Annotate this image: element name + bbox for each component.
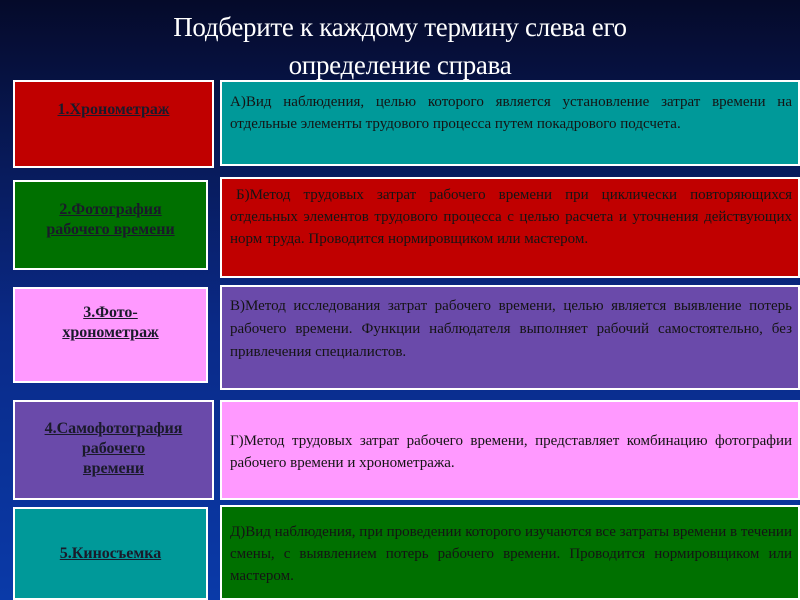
definition-e[interactable] (220, 505, 800, 600)
definition-b[interactable] (220, 177, 800, 278)
term-1-label: 1.Хронометраж (57, 101, 170, 118)
term-2-work-time-photo[interactable] (13, 180, 208, 270)
term-5-filming[interactable] (13, 507, 208, 600)
definition-c[interactable] (220, 285, 800, 390)
title-line-1: Подберите к каждому термину слева его (173, 12, 627, 42)
term-1-chronometrage[interactable] (13, 80, 214, 168)
definition-c-text: В)Метод исследования затрат рабочего времени, целью является выявление потерь рабочего времени. Функции наблюдателя выполняет рабочий самостоятельно, без привлечения специалистов. (230, 298, 792, 360)
term-2-label-line1: 2.Фотография (59, 201, 162, 218)
term-3-label-line1: 3.Фото- (83, 304, 138, 321)
definition-a[interactable] (220, 80, 800, 166)
term-3-label-line2: хронометраж (62, 324, 159, 341)
term-4-self-photo[interactable] (13, 400, 214, 500)
definition-d[interactable] (220, 400, 800, 500)
definition-e-text: Д)Вид наблюдения, при проведении которого изучаются все затраты времени в течении смены, с выявлением потерь рабочего времени. Проводится нормировщиком или мастером. (230, 524, 792, 584)
definition-d-text: Г)Метод трудовых затрат рабочего времени, представляет комбинацию фотографии рабочего времени и хронометража. (230, 433, 792, 471)
definition-a-text: А)Вид наблюдения, целью которого является установление затрат времени на отдельные элементы трудового процесса путем покадрового подсчета. (230, 94, 792, 132)
term-2-label-line2: рабочего времени (46, 221, 175, 238)
term-4-label-line2: рабочего (81, 440, 146, 457)
title-line-2: определение справа (288, 50, 512, 80)
term-4-label-line3: времени (82, 460, 145, 477)
term-4-label-line1: 4.Самофотография (44, 420, 183, 437)
definition-b-text: Б)Метод трудовых затрат рабочего времени при циклически повторяющихся отдельных элементов трудового процесса с целью расчета и уточнения действующих норм труда. Проводится нормировщиком или мастером. (230, 187, 792, 247)
term-3-photo-chronometrage[interactable] (13, 287, 208, 383)
term-5-label: 5.Киносъемка (59, 544, 162, 562)
page-title (0, 8, 800, 84)
